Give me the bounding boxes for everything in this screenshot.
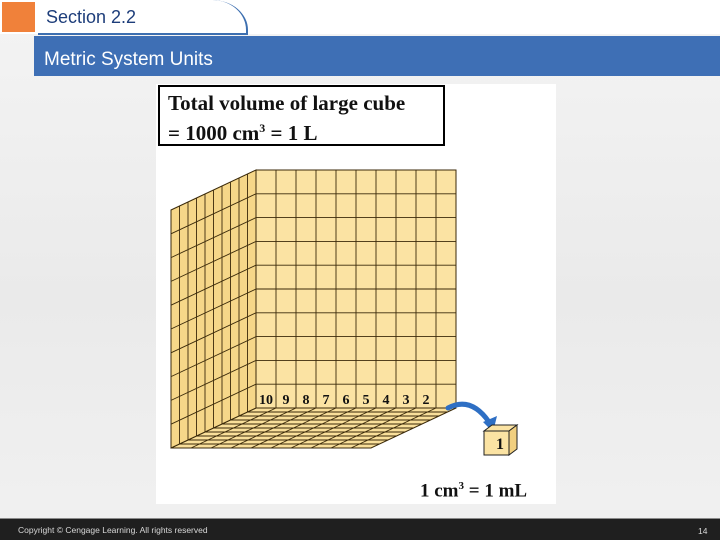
- unit-equivalence-label: [420, 480, 527, 502]
- caption-line-1: Total volume of large cube: [168, 91, 406, 115]
- unit-label-post: = 1 mL: [464, 480, 528, 502]
- caption-line-2-sup: 3: [259, 121, 266, 135]
- row-number-label: 8: [302, 393, 310, 408]
- page-number: 14: [698, 526, 708, 536]
- caption-line-2-pre: = 1000 cm: [168, 121, 260, 145]
- row-number-label: 10: [259, 393, 273, 408]
- small-cube-side: [509, 425, 517, 455]
- copyright-text: Copyright © Cengage Learning. All rights reserved: [18, 525, 208, 535]
- row-number-label: 5: [362, 393, 370, 408]
- figure-caption: [158, 85, 445, 146]
- orange-accent-square: [2, 2, 35, 32]
- unit-label-sup: 3: [458, 480, 465, 492]
- small-cube: [484, 425, 517, 455]
- large-cube-illustration: [156, 146, 556, 476]
- cube-front-face: [256, 170, 456, 408]
- unit-label-pre: 1 cm: [420, 480, 459, 502]
- section-label: Section 2.2: [46, 7, 137, 27]
- row-number-labels: [259, 393, 430, 408]
- row-number-label: 2: [422, 393, 430, 408]
- row-number-label: 6: [342, 393, 350, 408]
- cube-left-face: [171, 170, 256, 448]
- arrow-curve: [448, 404, 489, 422]
- caption-line-2: [168, 116, 443, 146]
- caption-line-2-post: = 1 L: [265, 121, 318, 145]
- row-number-label: 4: [382, 393, 390, 408]
- row-number-label: 7: [322, 393, 330, 408]
- page-title: Metric System Units: [44, 49, 213, 70]
- row-number-label: 3: [402, 393, 410, 408]
- row-number-label: 9: [282, 393, 290, 408]
- small-cube-label: 1: [496, 436, 504, 453]
